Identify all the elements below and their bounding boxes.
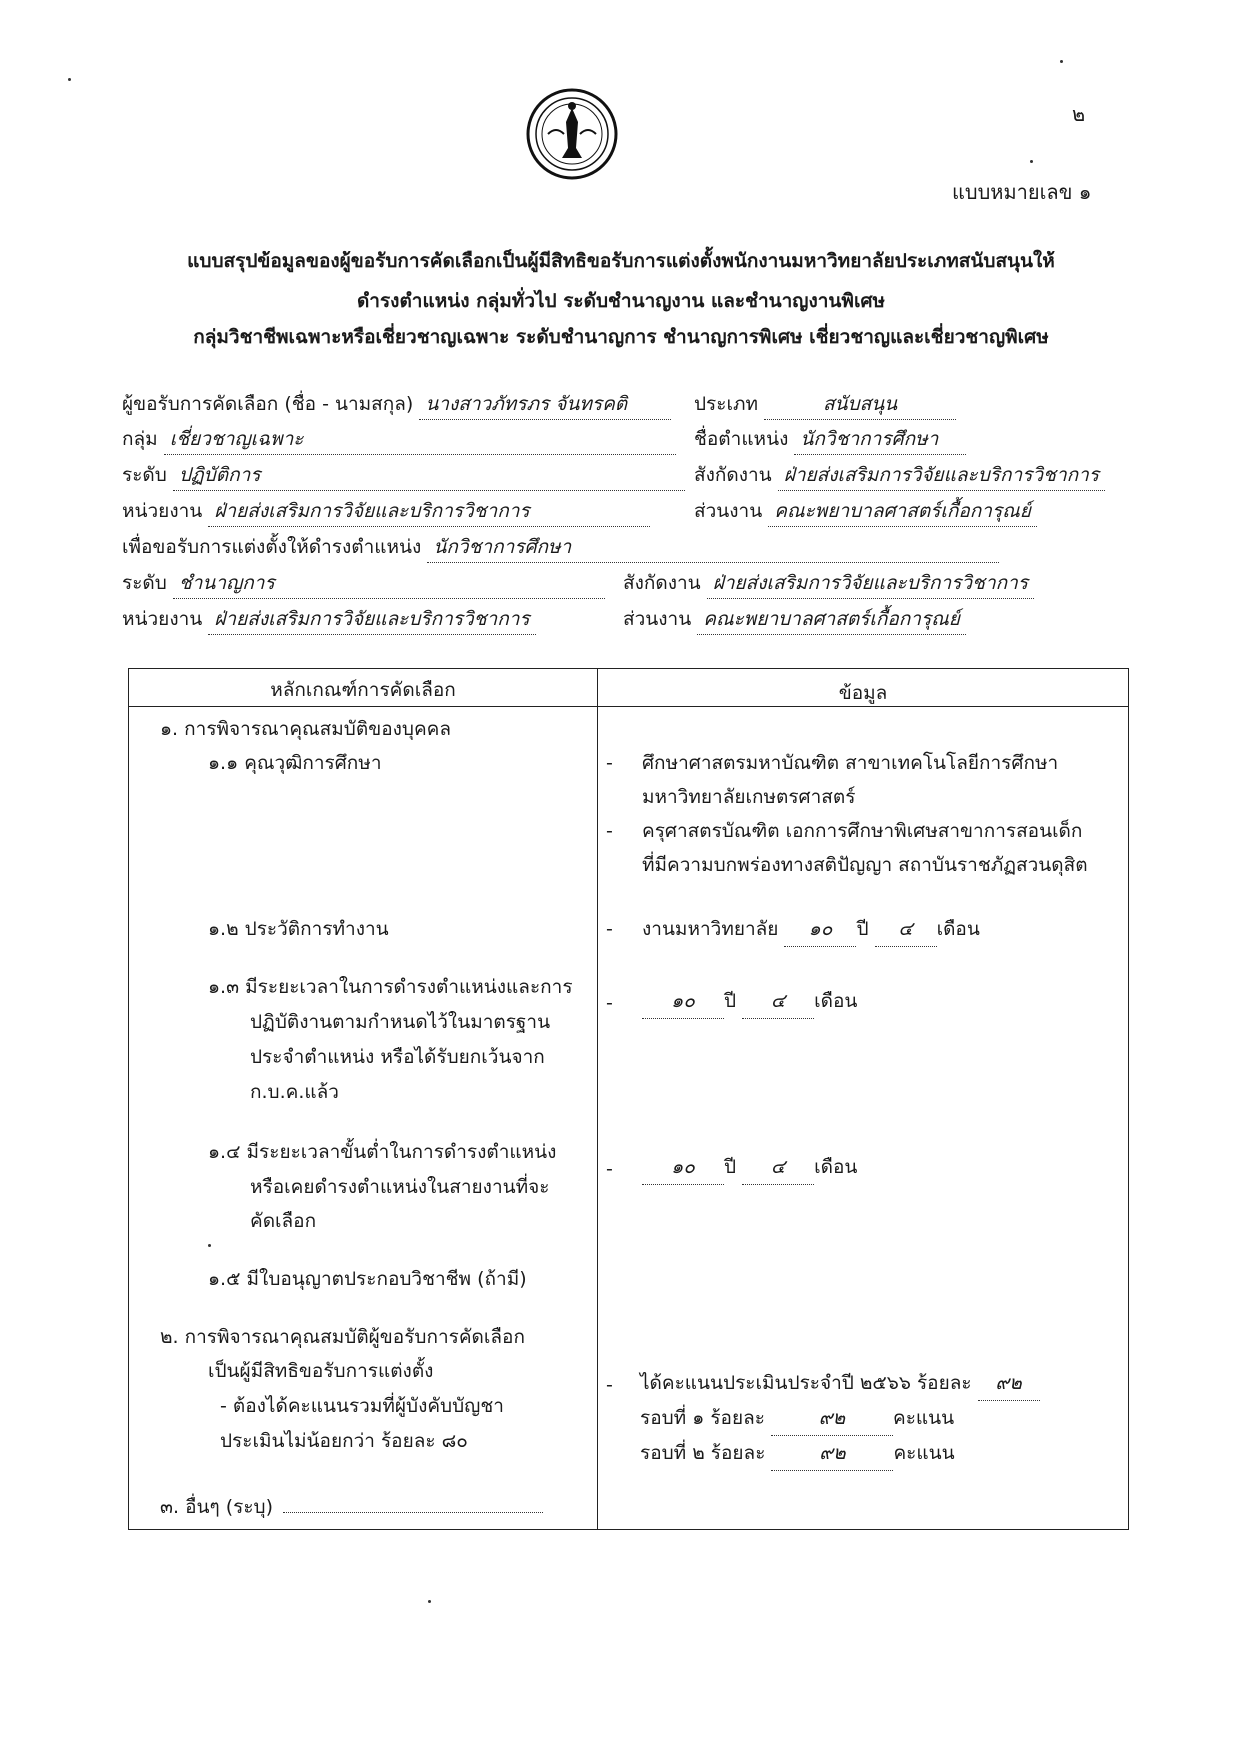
tenure-1-3-months: ๔ [742,984,814,1019]
new-affiliation-label: สังกัดงาน [623,572,701,594]
appoint-value: นักวิชาการศึกษา [427,532,999,563]
criterion-1-2: ๑.๒ ประวัติการทำงาน [208,918,389,940]
tenure-1-4 [642,1150,857,1185]
criteria-column-header: หลักเกณฑ์การคัดเลือก [270,679,456,701]
applicant-name-row [122,389,671,420]
appoint-label: เพื่อขอรับการแต่งตั้งให้ดำรงตำแหน่ง [122,536,422,558]
level-value: ปฏิบัติการ [173,460,685,491]
page-number: ๒ [1072,102,1086,126]
criterion-2-line-2: เป็นผู้มีสิทธิขอรับการแต่งตั้ง [208,1360,434,1382]
round-2-unit: คะแนน [893,1442,955,1464]
criterion-2-line-1: ๒. การพิจารณาคุณสมบัติผู้ขอรับการคัดเลือก [160,1326,525,1348]
criterion-1-1: ๑.๑ คุณวุฒิการศึกษา [208,752,382,774]
work-history-month-unit: เดือน [936,918,980,940]
group-label: กลุ่ม [122,428,158,450]
round-2-value: ๙๒ [771,1436,893,1471]
dash-1-1b: - [606,820,613,842]
position-value: นักวิชาการศึกษา [794,424,966,455]
scan-speck [428,1600,431,1603]
new-level-value: ชำนาญการ [173,568,605,599]
criterion-1-4-line-1: ๑.๔ มีระยะเวลาขั้นต่ำในการดำรงตำแหน่ง [208,1141,557,1163]
round-1-score [640,1401,954,1436]
new-unit-row [122,604,536,635]
round-1-unit: คะแนน [893,1407,955,1429]
affiliation-row [694,460,1105,491]
work-history-prefix: งานมหาวิทยาลัย [642,918,779,940]
tenure-1-3-month-unit: เดือน [814,990,858,1012]
appoint-row [122,532,999,563]
scan-speck [208,1244,211,1247]
group-value: เชี่ยวชาญเฉพาะ [164,424,676,455]
evaluation-score-prefix: ได้คะแนนประเมินประจำปี ๒๕๖๖ ร้อยละ [640,1372,972,1394]
tenure-1-3-years: ๑๐ [642,984,724,1019]
criterion-1-5: ๑.๕ มีใบอนุญาตประกอบวิชาชีพ (ถ้ามี) [208,1268,527,1290]
work-history-years: ๑๐ [784,912,856,947]
type-row [694,389,956,420]
new-division-value: คณะพยาบาลศาสตร์เกื้อการุณย์ [697,604,966,635]
tenure-1-4-month-unit: เดือน [814,1156,858,1178]
round-1-prefix: รอบที่ ๑ ร้อยละ [640,1407,765,1429]
tenure-1-4-years: ๑๐ [642,1150,724,1185]
degree-1-line-2: มหาวิทยาลัยเกษตรศาสตร์ [642,786,856,808]
work-history [642,912,980,947]
division-row [694,496,1037,527]
dash-1-4: - [606,1158,613,1180]
title-line-2: ดำรงตำแหน่ง กลุ่มทั่วไป ระดับชำนาญงาน และชำนาญงานพิเศษ [356,290,886,312]
unit-label: หน่วยงาน [122,500,203,522]
scan-speck [68,78,71,81]
unit-row [122,496,650,527]
table-column-divider [597,668,598,1530]
level-label: ระดับ [122,464,167,486]
criterion-2-line-3: - ต้องได้คะแนนรวมที่ผู้บังคับบัญชา [220,1395,504,1417]
criterion-1-3-line-1: ๑.๓ มีระยะเวลาในการดำรงตำแหน่งและการ [208,976,573,998]
affiliation-label: สังกัดงาน [694,464,772,486]
form-number: แบบหมายเลข ๑ [952,180,1092,204]
title-line-3: กลุ่มวิชาชีพเฉพาะหรือเชี่ยวชาญเฉพาะ ระดับชำนาญการ ชำนาญการพิเศษ เชี่ยวชาญและเชี่ยวชาญพิเศษ [193,326,1049,348]
dash-1-3: - [606,992,613,1014]
new-division-label: ส่วนงาน [623,608,692,630]
new-division-row [623,604,966,635]
degree-2-line-1: ครุศาสตรบัณฑิต เอกการศึกษาพิเศษสาขาการสอนเด็ก [642,820,1083,842]
name-value: นางสาวภัทรภร จันทรคติ [419,389,671,420]
round-2-prefix: รอบที่ ๒ ร้อยละ [640,1442,766,1464]
criterion-2-line-4: ประเมินไม่น้อยกว่า ร้อยละ ๘๐ [220,1430,468,1452]
title-line-1: แบบสรุปข้อมูลของผู้ขอรับการคัดเลือกเป็นผู้มีสิทธิขอรับการแต่งตั้งพนักงานมหาวิทยาลัยประเภทสนับสนุนให้ [187,250,1055,272]
new-affiliation-row [623,568,1034,599]
dash-1-2: - [606,918,613,940]
type-label: ประเภท [694,393,759,415]
tenure-1-3-year-unit: ปี [724,990,737,1012]
round-2-score [640,1436,955,1471]
university-seal-logo [526,88,618,180]
criterion-1-4-line-3: คัดเลือก [250,1210,317,1232]
group-row [122,424,676,455]
criterion-1-4-line-2: หรือเคยดำรงตำแหน่งในสายงานที่จะ [250,1176,550,1198]
level-row [122,460,685,491]
new-level-row [122,568,605,599]
criterion-1-3-line-4: ก.บ.ค.แล้ว [250,1081,339,1103]
type-value: สนับสนุน [764,389,956,420]
tenure-1-3 [642,984,857,1019]
round-1-value: ๙๒ [771,1401,893,1436]
data-column-header: ข้อมูล [838,682,888,704]
name-label: ผู้ขอรับการคัดเลือก (ชื่อ - นามสกุล) [122,393,414,415]
new-unit-label: หน่วยงาน [122,608,203,630]
affiliation-value: ฝ่ายส่งเสริมการวิจัยและบริการวิชาการ [778,460,1105,491]
position-label: ชื่อตำแหน่ง [694,428,789,450]
division-value: คณะพยาบาลศาสตร์เกื้อการุณย์ [768,496,1037,527]
unit-value: ฝ่ายส่งเสริมการวิจัยและบริการวิชาการ [208,496,650,527]
criterion-3-label: ๓. อื่นๆ (ระบุ) [160,1496,274,1518]
criterion-3-blank [283,1512,543,1513]
division-label: ส่วนงาน [694,500,763,522]
dash-1-1a: - [606,752,613,774]
work-history-months: ๔ [875,912,937,947]
criterion-1-3-line-2: ปฏิบัติงานตามกำหนดไว้ในมาตรฐาน [250,1011,551,1033]
tenure-1-4-months: ๔ [742,1150,814,1185]
tenure-1-4-year-unit: ปี [724,1156,737,1178]
scan-speck [1030,160,1033,163]
scan-speck [1060,60,1063,63]
dash-2: - [606,1374,613,1396]
evaluation-score [640,1366,1040,1401]
criterion-3 [160,1490,543,1524]
degree-2-line-2: ที่มีความบกพร่องทางสติปัญญา สถาบันราชภัฏสวนดุสิต [642,854,1088,876]
degree-1-line-1: ศึกษาศาสตรมหาบัณฑิต สาขาเทคโนโลยีการศึกษา [642,752,1059,774]
criterion-1-3-line-3: ประจำตำแหน่ง หรือได้รับยกเว้นจาก [250,1046,545,1068]
criterion-1: ๑. การพิจารณาคุณสมบัติของบุคคล [160,718,452,740]
evaluation-score-value: ๙๒ [978,1366,1040,1401]
work-history-year-unit: ปี [856,918,869,940]
new-affiliation-value: ฝ่ายส่งเสริมการวิจัยและบริการวิชาการ [707,568,1034,599]
new-unit-value: ฝ่ายส่งเสริมการวิจัยและบริการวิชาการ [208,604,535,635]
position-row [694,424,966,455]
new-level-label: ระดับ [122,572,167,594]
